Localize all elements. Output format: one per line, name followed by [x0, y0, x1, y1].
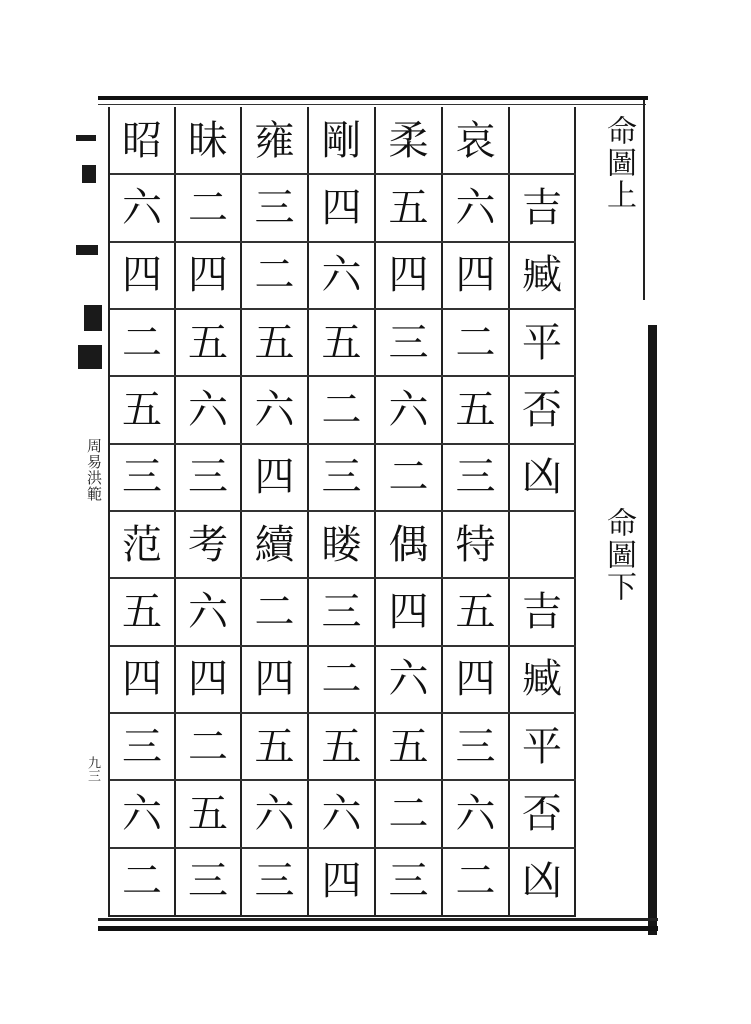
table-cell: 四 — [254, 656, 295, 703]
table-cell: 三 — [254, 858, 295, 905]
table-header-cell: 䁖 — [321, 521, 362, 568]
table-header-cell: 考 — [188, 521, 228, 568]
row-divider — [110, 308, 576, 310]
table-cell: 臧 — [522, 252, 562, 299]
table-header-cell — [510, 511, 574, 578]
table-cell: 六 — [321, 790, 362, 837]
binding-edge — [76, 95, 106, 935]
row-divider — [110, 847, 576, 849]
table-cell: 三 — [388, 858, 429, 905]
table-cell: 四 — [455, 656, 496, 703]
table-cell: 四 — [321, 184, 362, 231]
table-cell: 二 — [388, 790, 429, 837]
table-cell: 二 — [188, 723, 228, 770]
top-rule — [98, 96, 648, 100]
table-header-cell: 范 — [122, 521, 162, 568]
table-header-cell: 柔 — [388, 117, 429, 164]
table-header-cell: 哀 — [455, 117, 496, 164]
table-header-cell: 續 — [254, 521, 295, 568]
table-cell: 六 — [455, 184, 496, 231]
table-cell: 四 — [455, 252, 496, 299]
bottom-rule-heavy — [98, 926, 658, 931]
table-cell: 二 — [122, 858, 162, 905]
table-cell: 二 — [188, 184, 228, 231]
row-divider — [110, 577, 576, 579]
table-cell: 四 — [122, 252, 162, 299]
table-cell: 五 — [254, 319, 295, 366]
table-cell: 六 — [122, 790, 162, 837]
table-header-cell: 昧 — [188, 117, 228, 164]
table-cell: 四 — [388, 588, 429, 635]
table-cell: 二 — [455, 858, 496, 905]
table-cell: 五 — [122, 588, 162, 635]
table-header-cell: 雍 — [254, 117, 295, 164]
table-cell: 六 — [188, 386, 228, 433]
row-divider — [110, 645, 576, 647]
table-cell: 五 — [254, 723, 295, 770]
row-divider — [110, 510, 576, 512]
table-cell: 吉 — [522, 588, 562, 635]
table-cell: 四 — [122, 656, 162, 703]
table-cell: 四 — [321, 858, 362, 905]
table-cell: 五 — [122, 386, 162, 433]
edge-book-title: 周易洪範 — [85, 438, 103, 502]
table-cell: 四 — [188, 656, 228, 703]
table-cell: 三 — [188, 454, 228, 501]
table-cell: 凶 — [522, 454, 562, 501]
row-divider — [110, 241, 576, 243]
table-cell: 五 — [321, 319, 362, 366]
table-cell: 五 — [455, 386, 496, 433]
frame-line — [643, 100, 645, 300]
table-cell: 三 — [455, 454, 496, 501]
table-cell: 六 — [254, 790, 295, 837]
table-cell: 三 — [122, 723, 162, 770]
table-cell: 三 — [122, 454, 162, 501]
table-header-cell: 偶 — [388, 521, 429, 568]
table-cell: 六 — [388, 656, 429, 703]
frame-border — [648, 325, 657, 935]
table-cell: 六 — [455, 790, 496, 837]
table-cell: 三 — [254, 184, 295, 231]
table-cell: 否 — [522, 386, 562, 433]
row-divider — [110, 375, 576, 377]
table-cell: 凶 — [522, 858, 562, 905]
bottom-rule — [98, 918, 658, 921]
table-cell: 二 — [321, 386, 362, 433]
table-cell: 二 — [321, 656, 362, 703]
table-cell: 五 — [188, 319, 228, 366]
table-cell: 六 — [321, 252, 362, 299]
row-divider — [110, 173, 576, 175]
chart-title-lower: 命圖下 — [601, 507, 636, 603]
table-cell: 三 — [321, 454, 362, 501]
table-cell: 六 — [122, 184, 162, 231]
table-header-cell: 昭 — [122, 117, 162, 164]
chart-title-upper: 命圖上 — [601, 115, 636, 211]
table-cell: 五 — [388, 723, 429, 770]
table-header-cell: 特 — [455, 521, 496, 568]
row-divider — [110, 443, 576, 445]
table-cell: 五 — [321, 723, 362, 770]
table-cell: 四 — [188, 252, 228, 299]
table-cell: 六 — [188, 588, 228, 635]
table-cell: 二 — [254, 588, 295, 635]
table-cell: 五 — [388, 184, 429, 231]
table-cell: 五 — [455, 588, 496, 635]
row-divider — [110, 779, 576, 781]
table-cell: 二 — [455, 319, 496, 366]
row-divider — [110, 712, 576, 714]
table-header-cell — [510, 107, 574, 174]
fate-chart-table — [108, 107, 576, 917]
table-cell: 四 — [388, 252, 429, 299]
table-header-cell: 剛 — [321, 117, 362, 164]
table-cell: 二 — [388, 454, 429, 501]
table-cell: 吉 — [522, 184, 562, 231]
table-cell: 平 — [522, 319, 562, 366]
table-cell: 否 — [522, 790, 562, 837]
table-cell: 六 — [388, 386, 429, 433]
edge-page-number: 九三 — [85, 756, 100, 782]
table-cell: 平 — [522, 723, 562, 770]
table-cell: 四 — [254, 454, 295, 501]
table-cell: 三 — [188, 858, 228, 905]
table-cell: 三 — [321, 588, 362, 635]
table-cell: 二 — [254, 252, 295, 299]
table-cell: 五 — [188, 790, 228, 837]
table-cell: 三 — [388, 319, 429, 366]
top-rule-thin — [98, 104, 646, 105]
table-cell: 二 — [122, 319, 162, 366]
table-cell: 六 — [254, 386, 295, 433]
table-cell: 三 — [455, 723, 496, 770]
table-cell: 臧 — [522, 656, 562, 703]
